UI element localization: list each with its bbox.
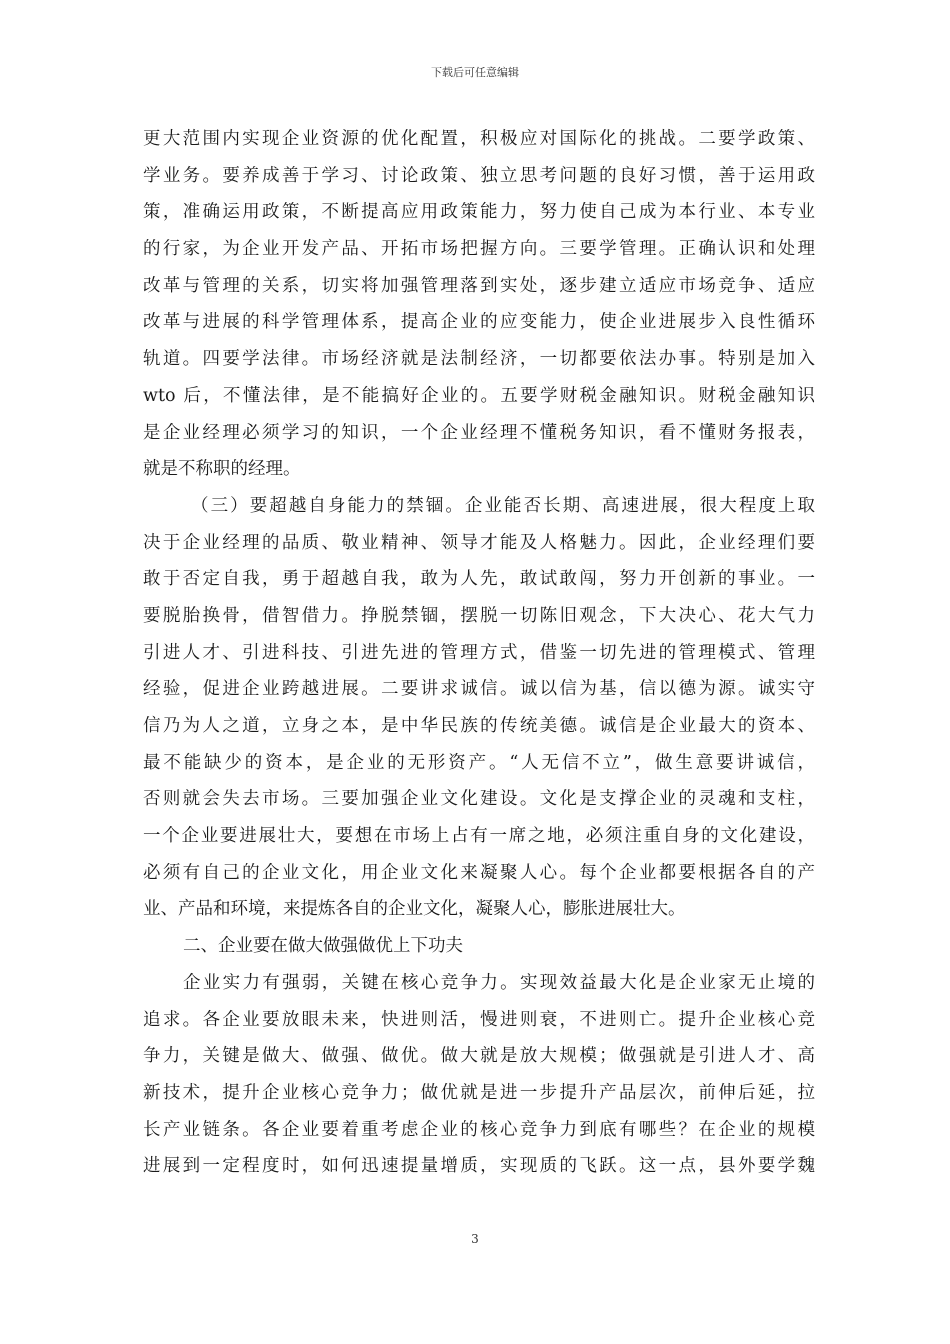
text-line: 策，准确运用政策，不断提高应用政策能力，努力使自己成为本行业、本专业 bbox=[143, 202, 815, 223]
text-line: 敢于否定自我，勇于超越自我，敢为人先，敢试敢闯，努力开创新的事业。一 bbox=[143, 569, 815, 590]
text-line: 是企业经理必须学习的知识，一个企业经理不懂税务知识，看不懂财务报表， bbox=[143, 422, 815, 443]
text-line: 一个企业要进展壮大，要想在市场上占有一席之地，必须注重自身的文化建设， bbox=[143, 826, 815, 847]
text-line: 学业务。要养成善于学习、讨论政策、独立思考问题的良好习惯，善于运用政 bbox=[143, 165, 815, 186]
page-number: 3 bbox=[471, 1232, 479, 1246]
text-line: 否则就会失去市场。三要加强企业文化建设。文化是支撑企业的灵魂和支柱， bbox=[143, 789, 815, 810]
page-header: 下载后可任意编辑 bbox=[431, 66, 519, 79]
text-line: 决于企业经理的品质、敬业精神、领导才能及人格魅力。因此，企业经理们要 bbox=[143, 532, 815, 553]
text-line: 经验，促进企业跨越进展。二要讲求诚信。诚以信为基，信以德为源。诚实守 bbox=[143, 679, 815, 700]
text-line: 改革与进展的科学管理体系，提高企业的应变能力，使企业进展步入良性循环 bbox=[143, 312, 815, 333]
text-line: 争力，关键是做大、做强、做优。做大就是放大规模；做强就是引进人才、高 bbox=[143, 1046, 815, 1067]
section-heading: 二、企业要在做大做强做优上下功夫 bbox=[183, 936, 463, 957]
text-line: 新技术，提升企业核心竞争力；做优就是进一步提升产品层次，前伸后延，拉 bbox=[143, 1082, 815, 1103]
text-line: 轨道。四要学法律。市场经济就是法制经济，一切都要依法办事。特别是加入 bbox=[143, 349, 815, 370]
document-body bbox=[143, 121, 815, 1185]
text-line: 引进人才、引进科技、引进先进的管理方式，借鉴一切先进的管理模式、管理 bbox=[143, 642, 815, 663]
text-line: 改革与管理的关系，切实将加强管理落到实处，逐步建立适应市场竞争、适应 bbox=[143, 275, 815, 296]
paragraph-start-line: 企业实力有强弱，关键在核心竞争力。实现效益最大化是企业家无止境的 bbox=[183, 972, 815, 993]
text-line: 就是不称职的经理。 bbox=[143, 459, 301, 480]
text-line: 必须有自己的企业文化，用企业文化来凝聚人心。每个企业都要根据各自的产 bbox=[143, 862, 815, 883]
text-line: 最不能缺少的资本，是企业的无形资产。“人无信不立”，做生意要讲诚信， bbox=[143, 752, 815, 773]
text-line: 信乃为人之道，立身之本，是中华民族的传统美德。诚信是企业最大的资本、 bbox=[143, 716, 815, 736]
text-line: 更大范围内实现企业资源的优化配置，积极应对国际化的挑战。二要学政策、 bbox=[143, 129, 815, 149]
paragraph-start-line: （三）要超越自身能力的禁锢。企业能否长期、高速进展，很大程度上取 bbox=[191, 495, 815, 516]
text-line: 的行家，为企业开发产品、开拓市场把握方向。三要学管理。正确认识和处理 bbox=[143, 239, 815, 260]
text-line: wto 后，不懂法律，是不能搞好企业的。五要学财税金融知识。财税金融知识 bbox=[143, 385, 815, 406]
text-line: 长产业链条。各企业要着重考虑企业的核心竞争力到底有哪些？在企业的规模 bbox=[143, 1119, 815, 1140]
text-line: 要脱胎换骨，借智借力。挣脱禁锢，摆脱一切陈旧观念，下大决心、花大气力 bbox=[143, 605, 815, 626]
text-line: 追求。各企业要放眼未来，快进则活，慢进则衰，不进则亡。提升企业核心竞 bbox=[143, 1009, 815, 1030]
text-line: 进展到一定程度时，如何迅速提量增质，实现质的飞跃。这一点，县外要学魏 bbox=[143, 1156, 815, 1177]
text-line: 业、产品和环境，来提炼各自的企业文化，凝聚人心，膨胀进展壮大。 bbox=[143, 899, 686, 920]
